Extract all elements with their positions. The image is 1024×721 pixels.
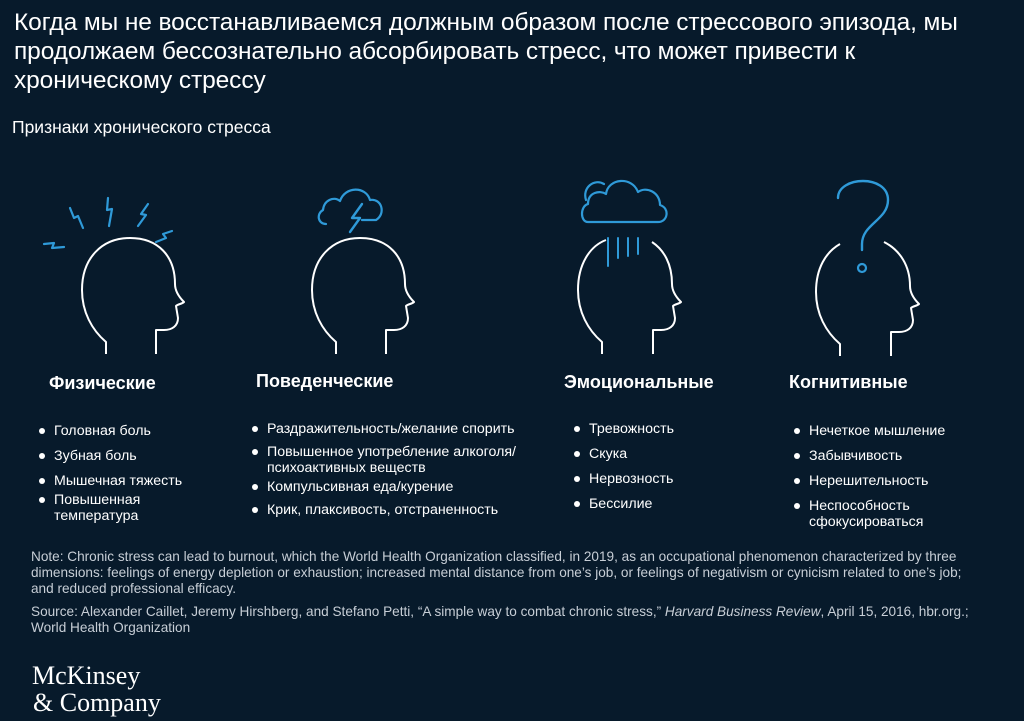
head-lightning-icon (40, 196, 200, 356)
list-item: Тревожность (573, 421, 763, 437)
category-title-cognitive: Когнитивные (789, 372, 908, 392)
list-item: Бессилие (573, 496, 763, 512)
list-item: Головная боль (38, 423, 228, 439)
list-item: Раздражительность/желание спорить (251, 421, 551, 437)
category-title-emotional: Эмоциональные (564, 372, 714, 392)
head-rain-cloud-icon (560, 160, 720, 356)
page-title: Когда мы не восстанавливаемся должным образом после стрессового эпизода, мы продолжаем бессознательно абсорбировать стресс, что может привести к хроническому стрессу (14, 9, 958, 94)
list-item: Нерешительность (793, 473, 983, 489)
footnote: Note: Chronic stress can lead to burnout, which the World Health Organization classified, in 2019, as an occupational phenomenon characterized by three dimensions: feelings of energy depletion or exhaustion; increased mental distance from one’s job, or feelings of negativism or cynicism related to one’s job; and reduced professional efficacy. (31, 549, 962, 596)
list-item: Нечеткое мышление (793, 423, 983, 439)
category-list-cognitive (793, 423, 983, 530)
logo-line-2: & Company (33, 688, 161, 717)
source-citation (31, 604, 981, 636)
source-suffix: , April 15, 2016, hbr.org.; World Health Organization (31, 604, 969, 635)
head-storm-cloud-icon (290, 176, 450, 356)
list-item: Забывчивость (793, 448, 983, 464)
list-item: Нервозность (573, 471, 763, 487)
category-list-behavioral (251, 421, 551, 518)
list-item: Зубная боль (38, 448, 228, 464)
list-item: Крик, плаксивость, отстраненность (251, 502, 551, 518)
mckinsey-logo (32, 662, 161, 716)
category-list-physical (38, 423, 228, 524)
logo-line-1: McKinsey (32, 661, 141, 690)
list-item: Мышечная тяжесть (38, 473, 228, 489)
category-list-emotional (573, 421, 763, 512)
page-subtitle: Признаки хронического стресса (12, 117, 271, 137)
list-item: Скука (573, 446, 763, 462)
source-prefix: Source: Alexander Caillet, Jeremy Hirshberg, and Stefano Petti, “A simple way to combat chronic stress,” (31, 604, 665, 619)
head-question-mark-icon (800, 168, 960, 358)
category-title-behavioral: Поведенческие (256, 371, 394, 391)
list-item: Повышенное употребление алкоголя/ психоактивных веществ (251, 444, 547, 476)
source-publication: Harvard Business Review (664, 604, 821, 619)
list-item: Повышенная температура (38, 492, 164, 524)
list-item: Компульсивная еда/курение (251, 479, 551, 495)
list-item: Неспособность сфокусироваться (793, 498, 959, 530)
category-title-physical: Физические (49, 373, 156, 393)
